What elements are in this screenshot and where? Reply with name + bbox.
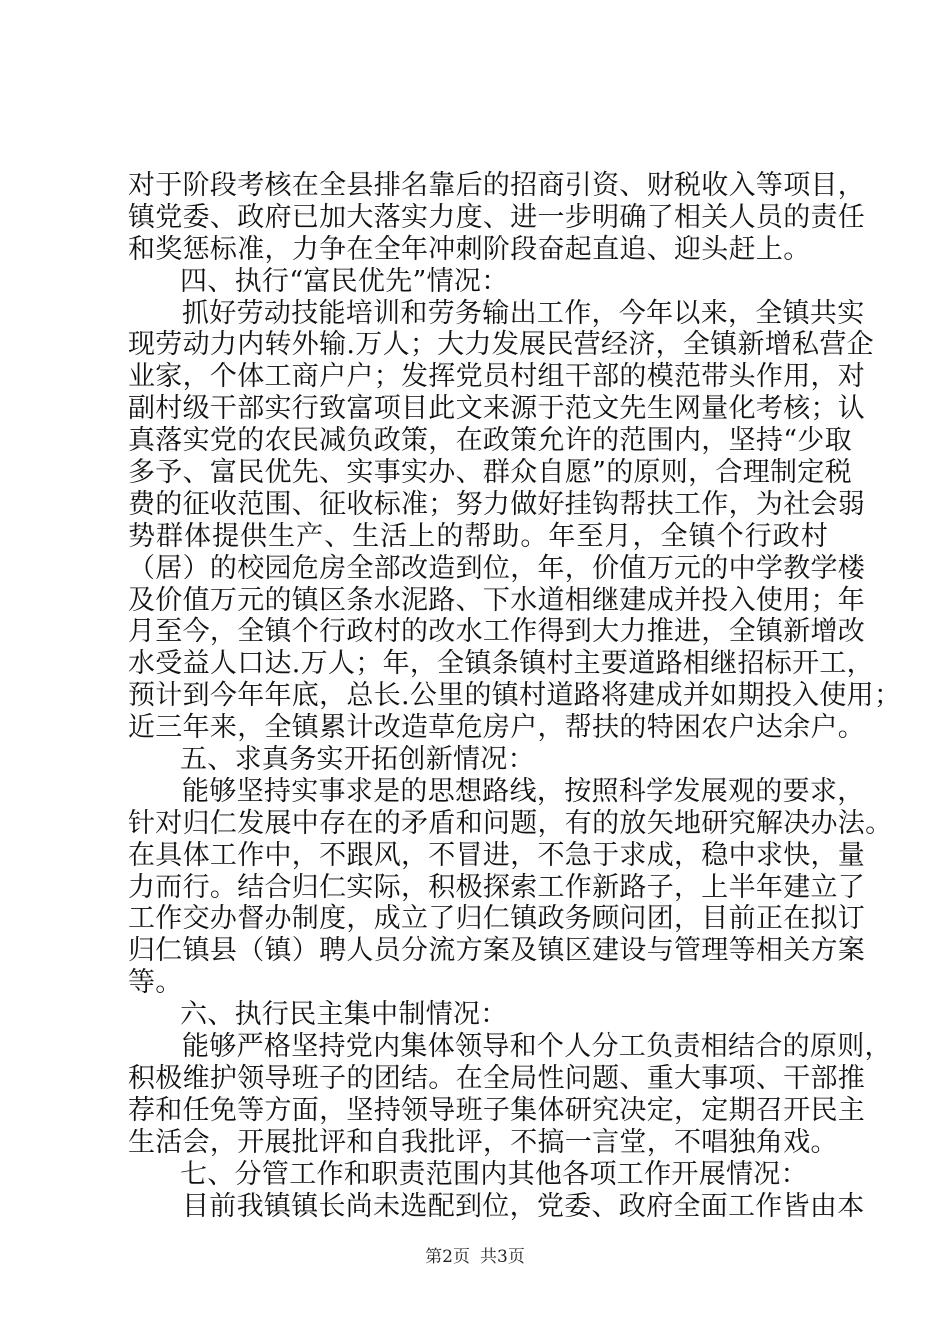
text-line: 业家，个体工商户户；发挥党员村组干部的模范带头作用，对	[128, 361, 866, 393]
page-number: 第2页	[425, 1247, 470, 1267]
text-line: 预计到今年年底，总长.公里的镇村道路将建成并如期投入使用；	[128, 680, 902, 712]
text-line: 及价值万元的镇区条水泥路、下水道相继建成并投入使用；年	[128, 584, 866, 616]
text-line: 工作交办督办制度，成立了归仁镇政务顾问团，目前正在拟订	[128, 903, 866, 935]
text-line: 费的征收范围、征收标准；努力做好挂钩帮扶工作，为社会弱	[128, 488, 866, 520]
text-line: 和奖惩标准，力争在全年冲刺阶段奋起直追、迎头赶上。	[128, 233, 811, 265]
section-heading: 六、执行民主集中制情况：	[180, 999, 508, 1031]
text-line: 能够严格坚持党内集体领导和个人分工负责相结合的原则，	[182, 1031, 892, 1063]
text-line: 月至今，全镇个行政村的改水工作得到大力推进，全镇新增改	[128, 616, 866, 648]
page-total: 共3页	[480, 1247, 525, 1267]
text-line: 真落实党的农民减负政策，在政策允许的范围内，坚持“少取	[128, 425, 852, 457]
text-line: 荐和任免等方面，坚持领导班子集体研究决定，定期召开民主	[128, 1094, 866, 1126]
text-line: （居）的校园危房全部改造到位，年，价值万元的中学教学楼	[128, 552, 866, 584]
text-line: 等。	[128, 967, 183, 999]
text-line: 对于阶段考核在全县排名靠后的招商引资、财税收入等项目，	[128, 170, 866, 201]
text-line: 能够坚持实事求是的思想路线，按照科学发展观的要求，	[182, 775, 865, 807]
document-body	[128, 170, 902, 1222]
text-line: 在具体工作中，不跟风，不冒进，不急于求成，稳中求快，量	[128, 839, 866, 871]
text-line: 积极维护领导班子的团结。在全局性问题、重大事项、干部推	[128, 1062, 866, 1094]
section-heading: 五、求真务实开拓创新情况：	[180, 744, 535, 776]
text-line: 力而行。结合归仁实际，积极探索工作新路子，上半年建立了	[128, 871, 866, 903]
page-footer	[0, 1246, 950, 1268]
text-line: 势群体提供生产、生活上的帮助。年至月，全镇个行政村	[128, 520, 828, 552]
text-line: 抓好劳动技能培训和劳务输出工作，今年以来，全镇共实	[182, 297, 865, 329]
text-line: 水受益人口达.万人；年，全镇条镇村主要道路相继招标开工，	[128, 648, 874, 680]
text-line: 归仁镇县（镇）聘人员分流方案及镇区建设与管理等相关方案	[128, 935, 866, 967]
text-line: 生活会，开展批评和自我批评，不搞一言堂，不唱独角戏。	[128, 1126, 838, 1158]
text-line: 副村级干部实行致富项目此文来源于范文先生网量化考核；认	[128, 393, 866, 425]
section-heading: 四、执行“富民优先”情况：	[180, 265, 509, 297]
text-line: 近三年来，全镇累计改造草危房户，帮扶的特困农户达余户。	[128, 712, 866, 744]
text-line: 针对归仁发展中存在的矛盾和问题，有的放矢地研究解决办法。	[128, 807, 893, 839]
text-line: 多予、富民优先、实事实办、群众自愿”的原则，合理制定税	[128, 457, 852, 489]
text-line: 目前我镇镇长尚未选配到位，党委、政府全面工作皆由本	[182, 1190, 865, 1222]
section-heading: 七、分管工作和职责范围内其他各项工作开展情况：	[180, 1158, 808, 1190]
text-line: 现劳动力内转外输.万人；大力发展民营经济，全镇新增私营企	[128, 329, 874, 361]
text-line: 镇党委、政府已加大落实力度、进一步明确了相关人员的责任	[128, 201, 866, 233]
